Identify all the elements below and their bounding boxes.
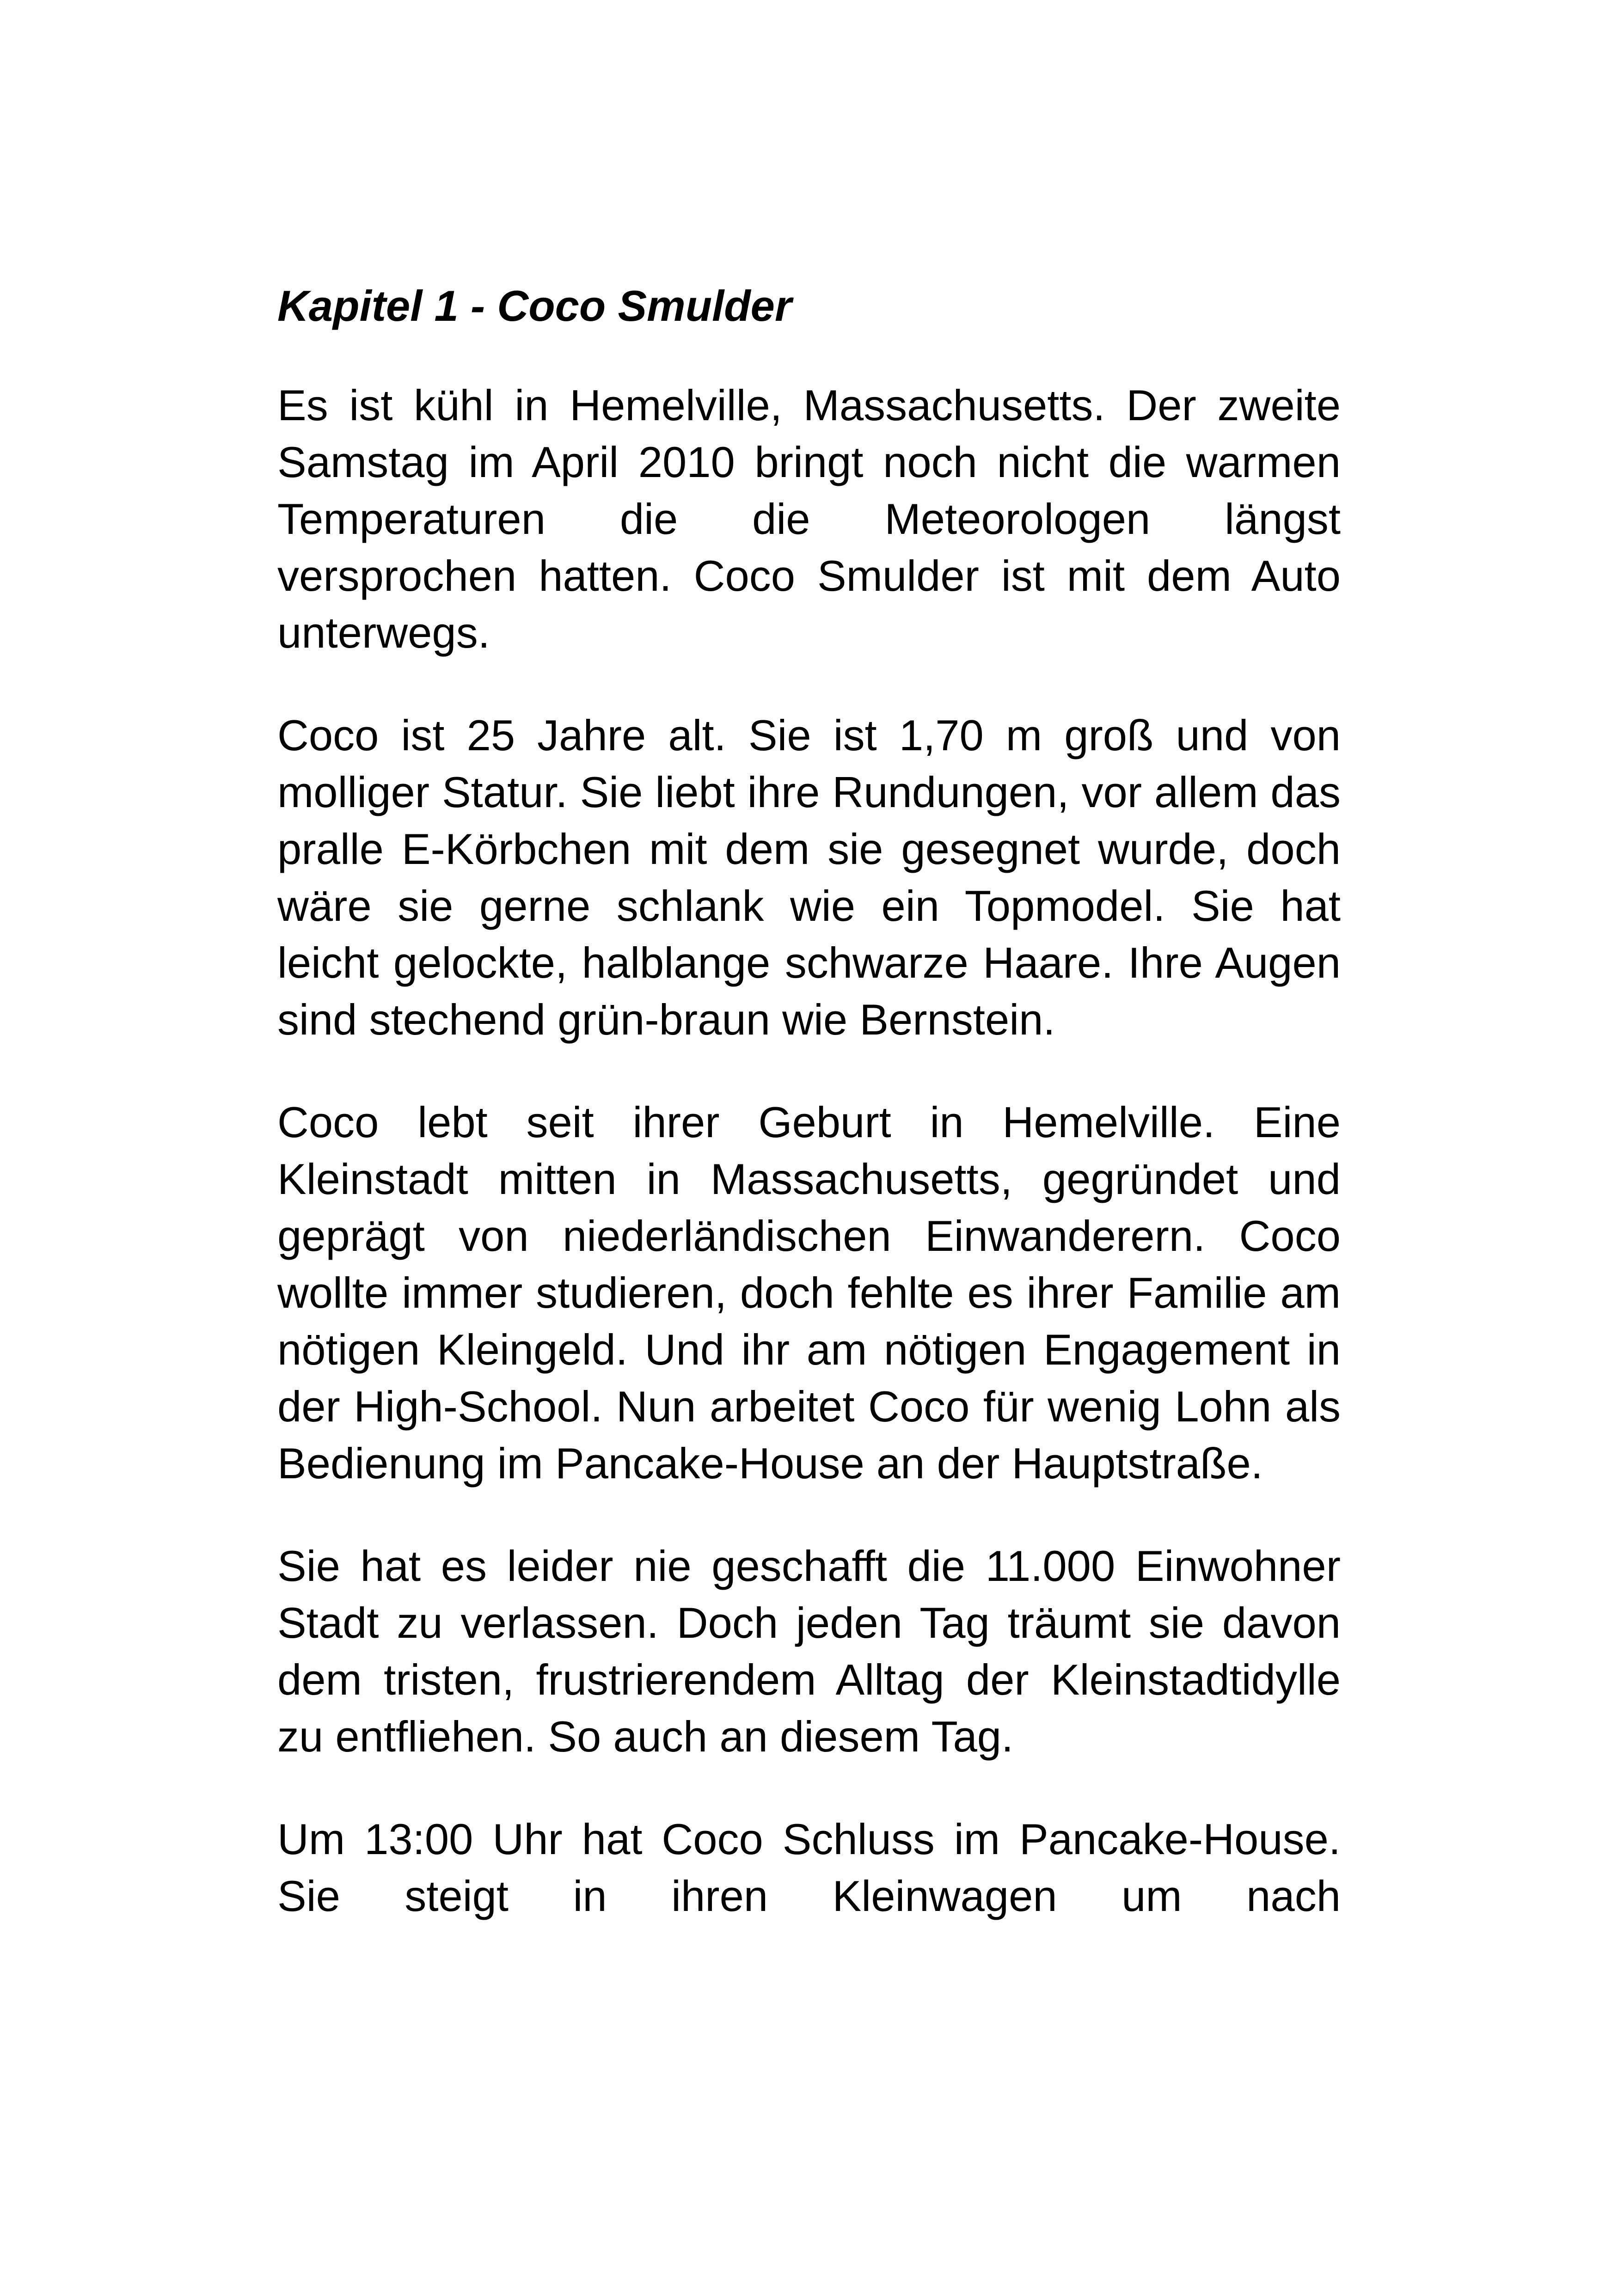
paragraph: Sie hat es leider nie geschafft die 11.000 Einwohner Stadt zu verlassen. Doch jeden Tag träumt sie davon dem tristen, frustrierendem Alltag der Kleinstadtidylle zu entfliehen. So auch an diesem Tag. — [277, 1542, 1341, 1761]
paragraph: Coco lebt seit ihrer Geburt in Hemelville. Eine Kleinstadt mitten in Massachusetts, gegründet und geprägt von niederländischen Einwanderern. Coco wollte immer studieren, doch fehlte es ihrer Familie am nötigen Kleingeld. Und ihr am nötigen Engagement in der High-School. Nun arbeitet Coco für wenig Lohn als Bedienung im Pancake-House an der Hauptstraße. — [277, 1098, 1341, 1488]
paragraph: Es ist kühl in Hemelville, Massachusetts. Der zweite Samstag im April 2010 bringt noch nicht die warmen Temperaturen die die Meteorologen längst versprochen hatten. Coco Smulder ist mit dem Auto unterwegs. — [277, 381, 1341, 657]
paragraph: Um 13:00 Uhr hat Coco Schluss im Pancake-House. Sie steigt in ihren Kleinwagen um nach — [277, 1815, 1341, 1920]
paragraph: Coco ist 25 Jahre alt. Sie ist 1,70 m groß und von molliger Statur. Sie liebt ihre Rundungen, vor allem das pralle E-Körbchen mit dem sie gesegnet wurde, doch wäre sie gerne schlank wie ein Topmodel. Sie hat leicht gelockte, halblange schwarze Haare. Ihre Augen sind stechend grün-braun wie Bernstein. — [277, 711, 1341, 1044]
page-content — [277, 277, 1341, 1924]
chapter-title: Kapitel 1 - Coco Smulder — [277, 282, 792, 330]
